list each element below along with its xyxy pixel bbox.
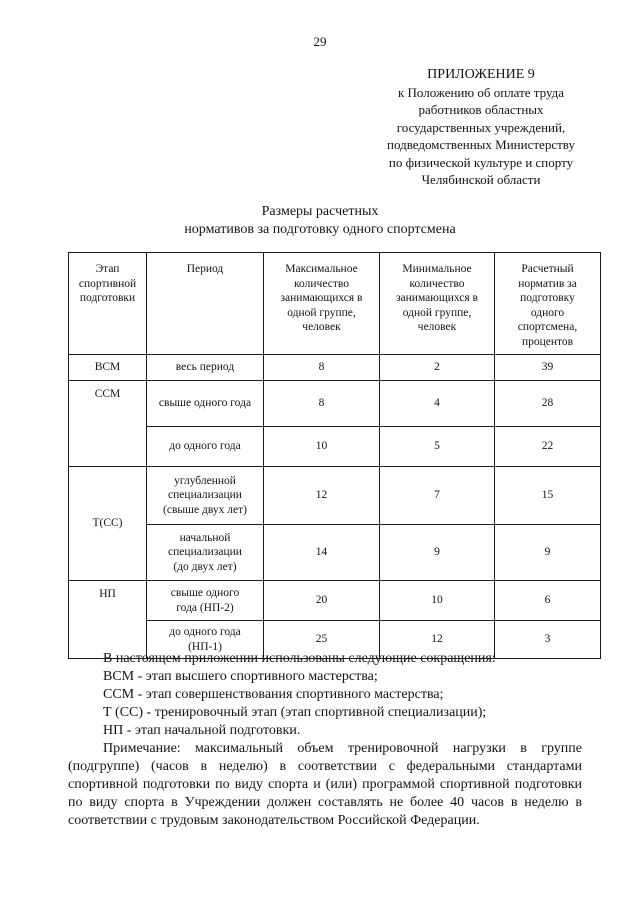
appendix-heading: ПРИЛОЖЕНИЕ 9: [427, 67, 535, 82]
header-cell: Период: [147, 253, 264, 355]
min-cell: 10: [380, 581, 495, 621]
header-cell: Этап спортивной подготовки: [69, 253, 147, 355]
stage-cell: Т(СС): [69, 467, 147, 581]
period-cell: до одного года (НП-1): [147, 621, 264, 659]
norm-cell: 28: [495, 381, 601, 427]
abbreviation-item: ССМ - этап совершенствования спортивного мастерства;: [103, 687, 444, 702]
norm-cell: 15: [495, 467, 601, 525]
min-cell: 2: [380, 355, 495, 381]
abbreviations-intro: В настоящем приложении использованы следующие сокращения:: [103, 651, 496, 666]
document-title: [0, 203, 640, 239]
table-row: [69, 355, 601, 381]
header-cell: Расчетный норматив за подготовку одного спортсмена, процентов: [495, 253, 601, 355]
appendix-block: [330, 66, 632, 189]
appendix-line: по физической культуре и спорту: [388, 154, 574, 170]
max-cell: 8: [264, 355, 380, 381]
appendix-line: государственных учреждений,: [396, 119, 566, 135]
table-header-row: [69, 253, 601, 355]
period-cell: начальной специализации (до двух лет): [147, 525, 264, 581]
abbreviation-item: Т (СС) - тренировочный этап (этап спортивной специализации);: [103, 705, 487, 720]
min-cell: 12: [380, 621, 495, 659]
header-cell: Минимальное количество занимающихся в одной группе, человек: [380, 253, 495, 355]
norm-cell: 39: [495, 355, 601, 381]
stage-cell: ВСМ: [69, 355, 147, 381]
norm-cell: 22: [495, 427, 601, 467]
abbreviation-item: ВСМ - этап высшего спортивного мастерства;: [103, 669, 378, 684]
header-cell: Максимальное количество занимающихся в одной группе, человек: [264, 253, 380, 355]
table-row: [69, 525, 601, 581]
period-cell: свыше одного года (НП-2): [147, 581, 264, 621]
min-cell: 9: [380, 525, 495, 581]
table-row: [69, 467, 601, 525]
appendix-line: работников областных: [418, 102, 544, 117]
norm-cell: 9: [495, 525, 601, 581]
table-row: [69, 581, 601, 621]
period-cell: свыше одного года: [147, 381, 264, 427]
min-cell: 4: [380, 381, 495, 427]
notes-block: [68, 650, 582, 830]
period-cell: весь период: [147, 355, 264, 381]
appendix-line: к Положению об оплате труда: [397, 84, 565, 100]
appendix-line: Челябинской области: [421, 172, 541, 187]
title-line: нормативов за подготовку одного спортсмена: [184, 222, 456, 237]
max-cell: 12: [264, 467, 380, 525]
title-line: Размеры расчетных: [261, 204, 379, 219]
max-cell: 8: [264, 381, 380, 427]
remark-paragraph: Примечание: максимальный объем тренировочной нагрузки в группе (подгруппе) (часов в неделю) в соответствии с федеральными стандартами спортивной подготовки по виду спорта и (или) программой спортивной подготовки по виду спорта в Учреждении должен составлять не более 40 часов в неделю в соответствии с трудовым законодательством Российской Федерации.: [68, 741, 582, 828]
abbreviation-item: НП - этап начальной подготовки.: [103, 723, 301, 738]
norm-cell: 3: [495, 621, 601, 659]
norm-cell: 6: [495, 581, 601, 621]
min-cell: 5: [380, 427, 495, 467]
max-cell: 25: [264, 621, 380, 659]
period-cell: углубленной специализации (свыше двух лет): [147, 467, 264, 525]
table-row: [69, 427, 601, 467]
min-cell: 7: [380, 467, 495, 525]
period-cell: до одного года: [147, 427, 264, 467]
max-cell: 14: [264, 525, 380, 581]
norms-table: [68, 252, 601, 659]
page-number: 29: [313, 34, 327, 49]
max-cell: 10: [264, 427, 380, 467]
table-row: [69, 381, 601, 427]
max-cell: 20: [264, 581, 380, 621]
stage-cell: ССМ: [69, 381, 147, 467]
appendix-line: подведомственных Министерству: [387, 137, 575, 152]
stage-cell: НП: [69, 581, 147, 659]
